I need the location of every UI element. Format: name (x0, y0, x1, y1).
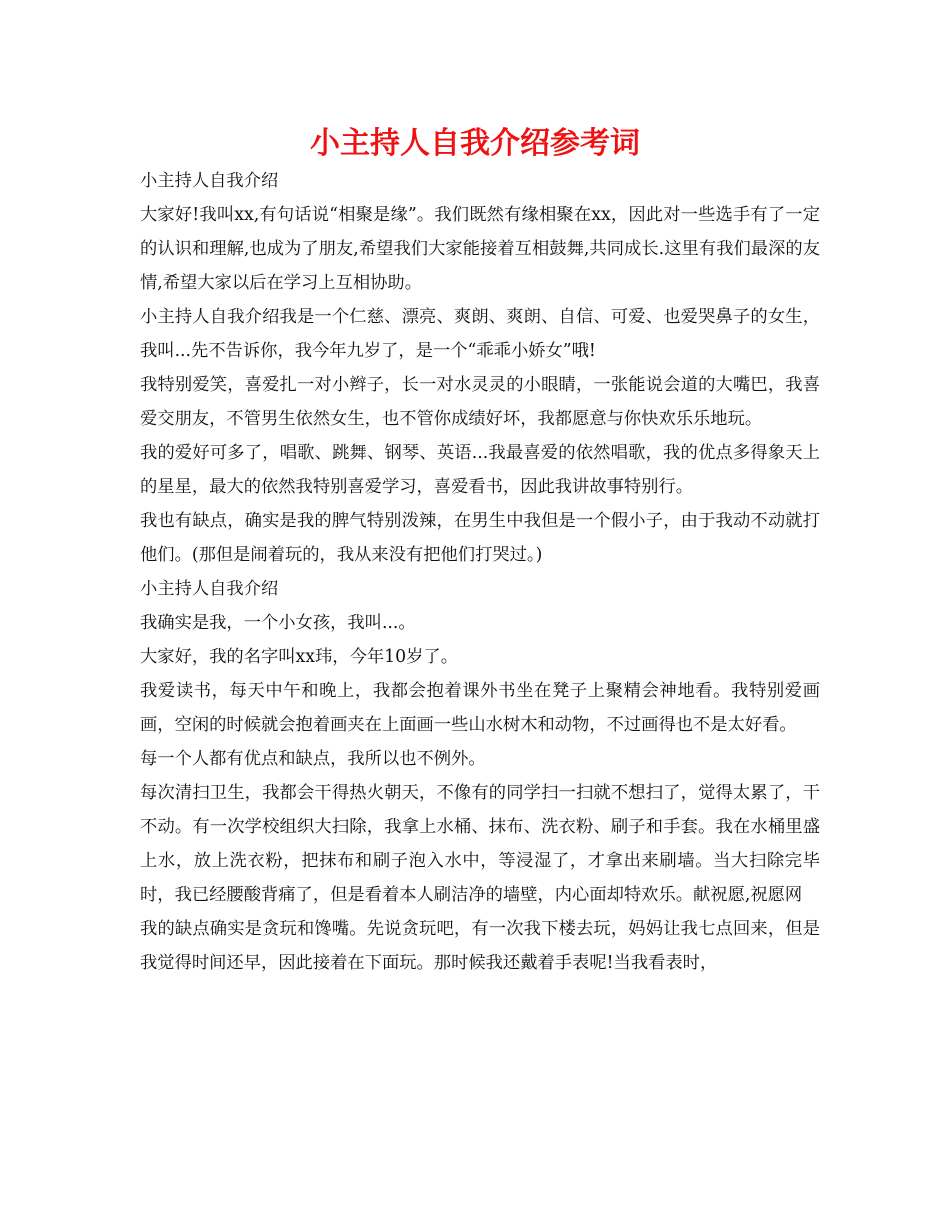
paragraph: 每次清扫卫生，我都会干得热火朝天，不像有的同学扫一扫就不想扫了，觉得太累了，干不动。有一次学校组织大扫除，我拿上水桶、抹布、洗衣粉、刷子和手套。我在水桶里盛上水，放上洗衣粉，把抹布和刷子泡入水中，等浸湿了，才拿出来刷墙。当大扫除完毕时，我已经腰酸背痛了，但是看着本人刷洁净的墙壁，内心面却特欢乐。献祝愿,祝愿网 (140, 783, 820, 905)
paragraph: 我特别爱笑，喜爱扎一对小辫子，长一对水灵灵的小眼睛，一张能说会道的大嘴巴，我喜爱交朋友，不管男生依然女生，也不管你成绩好坏，我都愿意与你快欢乐乐地玩。 (140, 375, 820, 429)
paragraph: 我的爱好可多了，唱歌、跳舞、钢琴、英语...我最喜爱的依然唱歌，我的优点多得象天上的星星，最大的依然我特别喜爱学习，喜爱看书，因此我讲故事特别行。 (140, 443, 820, 497)
document-title: 小主持人自我介绍参考词 (310, 126, 640, 161)
paragraph: 大家好，我的名字叫xx玮，今年10岁了。 (140, 647, 458, 667)
paragraph: 小主持人自我介绍我是一个仁慈、漂亮、爽朗、爽朗、自信、可爱、也爱哭鼻子的女生，我叫...先不告诉你，我今年九岁了，是一个“乖乖小娇女”哦! (140, 307, 820, 361)
paragraph: 我爱读书，每天中午和晚上，我都会抱着课外书坐在凳子上聚精会神地看。我特别爱画画，空闲的时候就会抱着画夹在上面画一些山水树木和动物，不过画得也不是太好看。 (140, 681, 820, 735)
section-heading: 小主持人自我介绍 (140, 171, 279, 191)
paragraph: 每一个人都有优点和缺点，我所以也不例外。 (140, 749, 486, 769)
document-body (140, 164, 820, 980)
paragraph: 我也有缺点，确实是我的脾气特别泼辣，在男生中我但是一个假小子，由于我动不动就打他们。(那但是闹着玩的，我从来没有把他们打哭过。) (140, 511, 820, 565)
section-heading: 小主持人自我介绍 (140, 579, 279, 599)
paragraph: 我确实是我，一个小女孩，我叫...。 (140, 613, 416, 633)
paragraph: 我的缺点确实是贪玩和馋嘴。先说贪玩吧，有一次我下楼去玩，妈妈让我七点回来，但是我觉得时间还早，因此接着在下面玩。那时候我还戴着手表呢!当我看表时， (140, 919, 820, 973)
paragraph: 大家好!我叫xx,有句话说“相聚是缘”。我们既然有缘相聚在xx，因此对一些选手有了一定的认识和理解,也成为了朋友,希望我们大家能接着互相鼓舞,共同成长.这里有我们最深的友情,希望大家以后在学习上互相协助。 (140, 205, 820, 293)
